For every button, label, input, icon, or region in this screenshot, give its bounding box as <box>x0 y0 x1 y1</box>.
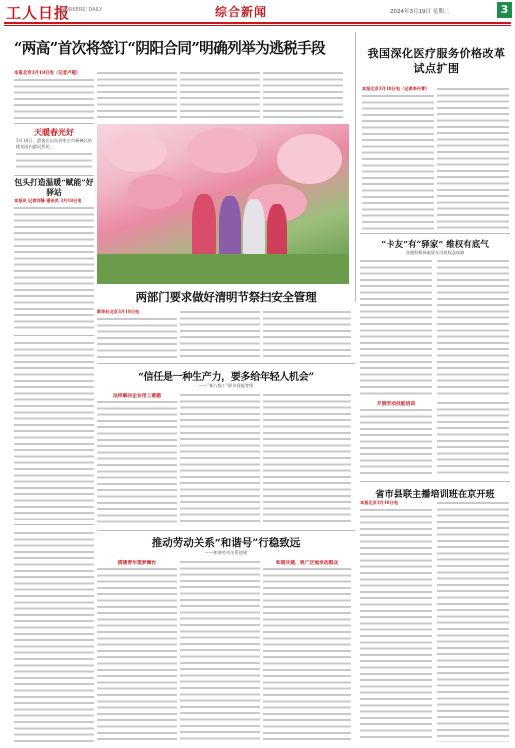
newspaper-logo: 工人日报 <box>6 4 71 22</box>
faith-body-col3 <box>263 392 351 525</box>
card-body-col1b <box>360 407 432 477</box>
card-body-col2b <box>437 400 509 477</box>
medical-dateline: 本报北京3月18日电（记者李丹青） <box>362 86 430 91</box>
card-subhead: 各地积极探索货车司机权益保障 <box>405 250 465 255</box>
lead-body-col2 <box>97 70 177 119</box>
logo-subtitle: WORKERS' DAILY <box>60 7 103 13</box>
labor-body-col1 <box>97 566 177 742</box>
lead-body-col1 <box>14 77 94 119</box>
qingming-body-col2 <box>180 309 260 359</box>
qingming-dateline: 新华社北京3月18日电 <box>97 309 140 314</box>
masthead-rule-thin <box>4 25 511 26</box>
labor-body-col2 <box>180 559 260 742</box>
peach-blossom-photo <box>97 124 349 284</box>
spring-headline: 天暖春光好 <box>34 127 74 137</box>
issue-date: 2024年3月19日 星期二 <box>390 9 450 15</box>
faith-body-col2 <box>180 392 260 525</box>
lead-headline: “两高”首次将签订“阴阳合同”明确列举为逃税手段 <box>14 40 326 57</box>
card-headline: “卡友”有“驿家” 维权有底气 <box>381 240 489 250</box>
labor-headline: 推动劳动关系“和谐号”行稳致远 <box>151 537 301 549</box>
qingming-body-col1 <box>97 316 177 359</box>
card-body-col1 <box>360 258 432 398</box>
labor-subhead-1: 搭建青年筑梦舞台 <box>117 560 157 566</box>
medical-headline: 我国深化医疗服务价格改革试点扩围 <box>367 47 506 75</box>
faith-body-col1 <box>97 399 177 525</box>
guarantee-dateline: 本报讯 记者刘锋 通讯员 3月18日电 <box>14 198 82 203</box>
medical-body-col2 <box>437 86 509 231</box>
lead-body-col3 <box>180 70 260 119</box>
section-title: 综合新闻 <box>215 5 268 19</box>
guarantee-body <box>14 205 94 331</box>
qingming-headline: 两部门要求做好清明节祭扫安全管理 <box>135 290 317 304</box>
masthead <box>0 0 515 22</box>
qingming-body-col3 <box>263 309 351 359</box>
medical-body-col1 <box>362 93 434 231</box>
faith-subhead: ——“新八级工”职业技能等级 <box>198 383 254 388</box>
masthead-rule <box>4 22 511 24</box>
spring-caption-more <box>16 151 92 171</box>
training-body-col1 <box>360 507 432 742</box>
guarantee-headline: 包头打造温暖“赋能”好驿站 <box>14 178 94 197</box>
training-headline: 省市县联主播培训班在京开班 <box>375 489 495 500</box>
page-number-badge: 3 <box>497 2 512 18</box>
spring-caption: 3月18日，游客在山东省枣庄市峄城区的桃花园内游玩赏花。 <box>16 138 92 150</box>
labor-subhead: ——和谐劳动关系创建 <box>205 550 247 555</box>
training-dateline: 本报北京3月18日电 <box>360 500 399 505</box>
left-column-body-lower <box>14 530 94 742</box>
faith-subhead-1: 这样解决企业用工难题 <box>113 393 161 399</box>
card-subhead-skill: 开展劳动技能培训 <box>376 401 416 407</box>
faith-headline: “信任是一种生产力，要多给年轻人机会” <box>138 372 314 383</box>
lead-body-col4 <box>263 70 343 119</box>
left-column-body <box>14 340 94 520</box>
lead-dateline: 本报北京3月18日电（记者卢越） <box>14 71 81 76</box>
labor-subhead-2: 和谐共建，更广泛地发动群众 <box>275 560 339 566</box>
labor-body-col3 <box>263 566 351 742</box>
card-body-col2 <box>437 258 509 398</box>
training-body-col2 <box>437 500 509 742</box>
